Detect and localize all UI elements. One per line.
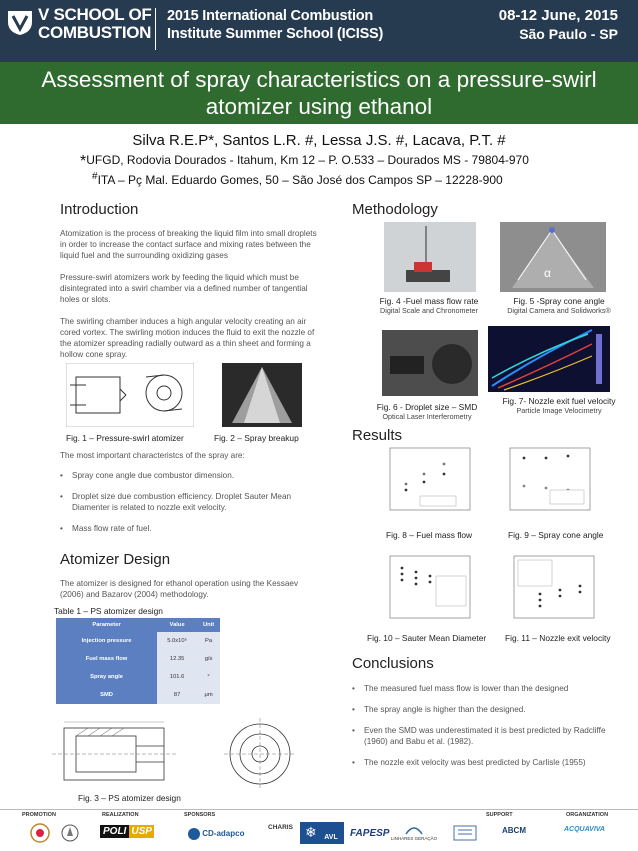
footer-organization-label: ORGANIZATION	[566, 812, 609, 818]
linhares-text: LINHARES GERAÇÃO	[390, 836, 438, 841]
university-logo	[60, 822, 80, 844]
fig7-caption	[488, 396, 630, 416]
fig3-caption: Fig. 3 – PS atomizer design	[78, 793, 181, 803]
poli-logo-text: POLI	[100, 825, 129, 838]
combustion-institute-logo	[28, 822, 52, 844]
aff1-mark: *	[80, 153, 87, 170]
cd-adapco-logo	[188, 828, 258, 850]
poster-header	[0, 0, 638, 62]
usp-logo-text: USP	[131, 826, 152, 837]
table-caption: Table 1 – PS atomizer design	[54, 606, 163, 616]
intro-p2: Pressure-swirl atomizers work by feeding the liquid which must be disintegrated into a swirl chamber via a defined number of tangential holes or slots.	[60, 273, 308, 304]
fig7-subtitle: Particle Image Velocimetry	[516, 406, 602, 415]
abcm-text: ABCM	[502, 826, 526, 835]
fig6-title: Fig. 6 - Droplet size – SMD	[376, 402, 478, 412]
org-line-1: V SCHOOL OF	[38, 5, 152, 24]
fig5-subtitle: Digital Camera and Solidworks®	[507, 306, 611, 315]
ifpi-logo	[452, 822, 478, 844]
footer-promotion-label: PROMOTION	[22, 812, 56, 818]
conclusion-bullet: • The spray angle is higher than the designed.	[352, 704, 622, 715]
unit-cell: °	[197, 668, 220, 686]
cd-adapco-text: CD-adapco	[202, 829, 245, 839]
conclusion-bullet: • The measured fuel mass flow is lower than the designed	[352, 683, 622, 694]
fig11-caption: Fig. 11 – Nozzle exit velocity	[505, 633, 611, 643]
footer-divider	[0, 809, 638, 810]
event-name	[167, 7, 383, 43]
intro-bullet: • Spray cone angle due combustor dimension.	[60, 470, 322, 481]
fig8-plot	[376, 444, 474, 524]
fig4-title: Fig. 4 -Fuel mass flow rate	[379, 296, 479, 306]
fig11-plot	[500, 552, 600, 628]
param-cell: Fuel mass flow	[56, 650, 157, 668]
table-row	[56, 668, 220, 686]
design-table	[56, 618, 220, 704]
param-cell: Injection pressure	[56, 632, 157, 650]
fapesp-text: FAPESP	[350, 828, 390, 839]
fig1-atomizer-sketch	[66, 363, 194, 427]
aff2-mark: #	[92, 171, 98, 182]
event-date-text: 08-12 June, 2015	[498, 7, 618, 24]
fig3-atomizer-drawing	[48, 716, 328, 790]
fig10-plot	[376, 552, 474, 628]
org-line-2: COMBUSTION	[38, 23, 152, 42]
unit-cell: Pa	[197, 632, 220, 650]
table-header-row	[56, 618, 220, 632]
value-cell: 101.6	[157, 668, 197, 686]
value-cell: 87	[157, 686, 197, 704]
footer-sponsors-label: SPONSORS	[184, 812, 216, 818]
school-logo-text	[38, 6, 152, 42]
header-divider	[155, 8, 156, 50]
alpha-symbol: α	[544, 266, 551, 280]
table-row	[56, 632, 220, 650]
acquaviva-logo	[564, 826, 624, 848]
table-row	[56, 650, 220, 668]
fig8-caption: Fig. 8 – Fuel mass flow	[386, 530, 473, 540]
methodology-heading: Methodology	[352, 201, 438, 218]
fig6-subtitle: Optical Laser Interferometry	[382, 412, 472, 421]
unit-cell: g/s	[197, 650, 220, 668]
charis-text: CHARIS	[268, 824, 293, 831]
cd-adapco-icon	[188, 828, 200, 840]
footer-realization-label: REALIZATION	[102, 812, 139, 818]
event-line-1: 2015 International Combustion	[167, 8, 374, 24]
fig10-caption: Fig. 10 – Sauter Mean Diameter	[367, 633, 487, 643]
fig4-subtitle: Digital Scale and Chronometer	[380, 306, 478, 315]
table-header-cell: Parameter	[56, 618, 157, 632]
authors: Silva R.E.P*, Santos L.R. #, Lessa J.S. #, Lacava, P.T. #	[132, 132, 506, 149]
intro-bullet: • Mass flow rate of fuel.	[60, 523, 322, 534]
fig9-plot	[496, 444, 594, 524]
affiliation-1	[80, 153, 529, 171]
table-row	[56, 686, 220, 704]
intro-lead: The most important characteristcs of the spray are:	[60, 451, 245, 460]
event-line-2: Institute Summer School (ICISS)	[167, 26, 384, 42]
linhares-logo	[388, 822, 440, 844]
table-header-cell: Unit	[197, 618, 220, 632]
conclusions-heading: Conclusions	[352, 655, 434, 672]
value-cell: 5.0x10⁵	[157, 632, 197, 650]
intro-p3: The swirling chamber induces a high angular velocity creating an air cored vortex. The swirling motion induces the fluid to exit the nozzle of the atomizer spreading radially outward as a thin sheet and forming a hollow cone spray.	[60, 317, 315, 359]
fig5-title: Fig. 5 -Spray cone angle	[513, 296, 605, 306]
fig4-caption	[364, 296, 494, 316]
conclusion-bullet: • Even the SMD was underestimated it is best predicted by Radcliffe (1960) and Babu et al. (1982).	[352, 725, 622, 747]
snowflake-icon: ❄	[305, 824, 317, 840]
fig4-scale-photo	[384, 222, 476, 292]
fig1-caption: Fig. 1 – Pressure-swirl atomizer	[66, 433, 184, 443]
affiliation-2	[92, 171, 503, 187]
fig5-caption	[494, 296, 624, 316]
param-cell: Spray angle	[56, 668, 157, 686]
fig2-caption: Fig. 2 – Spray breakup	[214, 433, 299, 443]
abcm-logo	[502, 826, 548, 848]
intro-bullets	[60, 470, 322, 544]
event-place: São Paulo - SP	[519, 26, 618, 42]
avl-text: AVL	[324, 834, 338, 841]
fig6-caption	[362, 402, 492, 422]
linhares-icon	[404, 822, 424, 836]
avl-logo	[318, 822, 344, 844]
intro-bullet: • Droplet size due combustion efficiency. Droplet Sauter Mean Diamenter is related to nozzle exit velocity.	[60, 491, 322, 513]
conclusion-bullet: • The nozzle exit velocity was best predicted by Carlisle (1955)	[352, 757, 622, 768]
fig5-spray-photo	[500, 222, 606, 292]
fig6-laser-photo	[382, 330, 478, 396]
table-header-cell: Value	[157, 618, 197, 632]
fig7-piv-plot	[488, 326, 610, 392]
poster-title: Assessment of spray characteristics on a pressure-swirl atomizer using ethanol	[41, 67, 597, 119]
acquaviva-text: ACQUAVIVA	[564, 826, 605, 833]
results-heading: Results	[352, 427, 403, 444]
conclusion-bullets	[352, 683, 622, 778]
event-date	[499, 7, 618, 43]
aff1-text: UFGD, Rodovia Dourados - Itahum, Km 12 – P. O.533 – Dourados MS - 79804-970	[86, 153, 529, 167]
fig7-title: Fig. 7- Nozzle exit fuel velocity	[502, 396, 616, 406]
intro-text	[60, 228, 322, 371]
fig9-caption: Fig. 9 – Spray cone angle	[508, 530, 604, 540]
unit-cell: μm	[197, 686, 220, 704]
design-heading: Atomizer Design	[60, 551, 171, 568]
poli-usp-logo	[100, 826, 158, 840]
value-cell: 12.35	[157, 650, 197, 668]
intro-heading: Introduction	[60, 201, 139, 218]
param-cell: SMD	[56, 686, 157, 704]
design-text: The atomizer is designed for ethanol operation using the Kessaev (2006) and Bazarov (2004) methodology.	[60, 579, 299, 599]
fig2-spray-breakup-image	[222, 363, 302, 427]
school-shield-icon	[6, 8, 34, 36]
footer-support-label: SUPPORT	[486, 812, 513, 818]
aff2-text: ITA – Pç Mal. Eduardo Gomes, 50 – São José dos Campos SP – 12228-900	[97, 173, 503, 187]
intro-p1: Atomization is the process of breaking the liquid film into small droplets in order to increase the contact surface and mixing rates between the liquid fuel and the surrounding oxidizing gases	[60, 229, 317, 260]
